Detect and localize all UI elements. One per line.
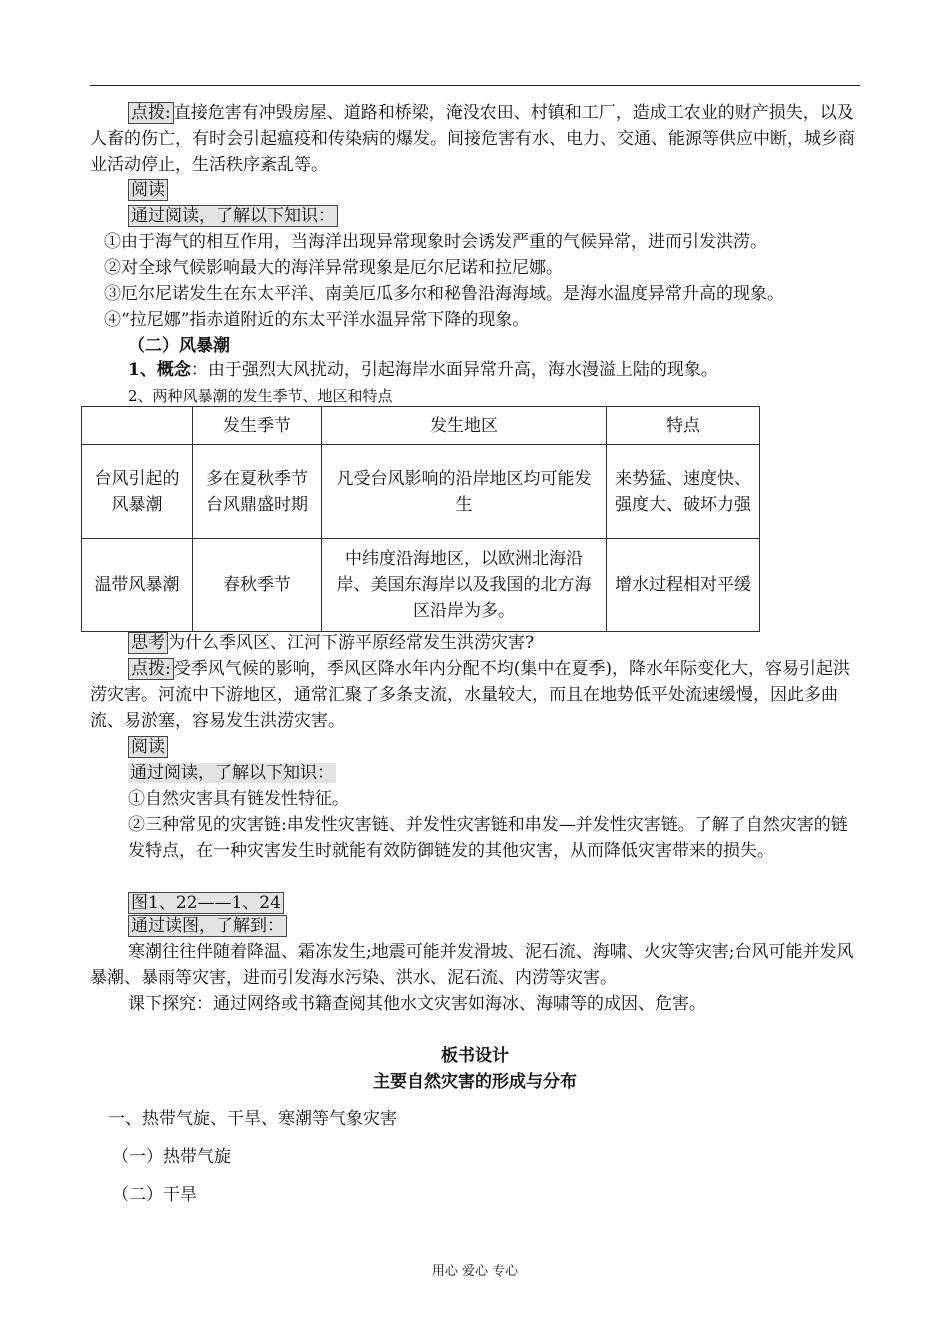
section-title: （二）风暴潮 xyxy=(128,336,230,356)
table-cell: 台风引起的风暴潮 xyxy=(82,445,193,539)
think-text: 为什么季风区、江河下游平原经常发生洪涝灾害? xyxy=(168,633,535,653)
read-sub-1 xyxy=(128,203,338,229)
figure-text: 寒潮往往伴随着降温、霜冻发生;地震可能并发滑坡、泥石流、海啸、火灾等灾害;台风可能并发风暴潮、暴雨等灾害，进而引发海水污染、洪水、泥石流、内涝等灾害。 xyxy=(90,942,854,988)
table-header-row xyxy=(82,407,760,445)
figure-sub-box: 通过读图，了解到： xyxy=(128,915,287,937)
concept-label: 1、概念 xyxy=(128,360,191,380)
dianbo-text: 受季风气候的影响，季风区降水年内分配不均(集中在夏季)，降水年际变化大，容易引起洪涝灾害。河流中下游地区，通常汇聚了多条支流，水量较大，而且在地势低平处流速缓慢，因此多曲流、易淤塞，容易发生洪涝灾害。 xyxy=(90,659,850,731)
read-sub-box: 通过阅读，了解以下知识： xyxy=(130,763,334,783)
table-header-cell xyxy=(82,407,193,445)
read-box: 阅读 xyxy=(128,736,168,758)
paragraph-dianbo-1 xyxy=(90,100,860,178)
read-item-3: ③厄尔尼诺发生在东太平洋、南美厄瓜多尔和秘鲁沿海海域。是海水温度异常升高的现象。 xyxy=(104,284,784,304)
table-cell: 温带风暴潮 xyxy=(82,539,193,632)
table-cell: 春秋季节 xyxy=(193,539,322,632)
table-header-cell: 发生地区 xyxy=(322,407,607,445)
page-footer: 用心 爱心 专心 xyxy=(431,1264,519,1279)
think-line xyxy=(128,630,848,656)
table-row xyxy=(82,539,760,632)
dianbo-label: 点拨: xyxy=(128,658,174,680)
read-item-1: ①由于海气的相互作用，当海洋出现异常现象时会诱发严重的气候异常，进而引发洪涝。 xyxy=(104,232,767,252)
concept-text: ：由于强烈大风扰动，引起海岸水面异常升高，海水漫溢上陆的现象。 xyxy=(190,360,718,380)
board-subtitle: 主要自然灾害的形成与分布 xyxy=(373,1072,577,1092)
outline-item-2: （一）热带气旋 xyxy=(112,1147,231,1167)
figure-box: 图1、22——1、24 xyxy=(128,892,284,914)
table-cell: 中纬度沿海地区，以欧洲北海沿岸、美国东海岸以及我国的北方海区沿岸为多。 xyxy=(322,539,607,632)
think-label: 思考 xyxy=(128,632,168,654)
table-cell: 多在夏秋季节台风鼎盛时期 xyxy=(193,445,322,539)
header-rule xyxy=(90,85,860,86)
concept-line xyxy=(128,357,848,383)
read-box: 阅读 xyxy=(128,179,168,201)
table-header-cell: 特点 xyxy=(607,407,760,445)
table-cell: 来势猛、速度快、强度大、破坏力强 xyxy=(607,445,760,539)
outline-item-3: （二）干旱 xyxy=(112,1185,197,1205)
table-row xyxy=(82,445,760,539)
read-label-1 xyxy=(128,177,168,203)
dianbo-text: 直接危害有冲毁房屋、道路和桥梁，淹没农田、村镇和工厂，造成工农业的财产损失，以及人畜的伤亡，有时会引起瘟疫和传染病的爆发。间接危害有水、电力、交通、能源等供应中断，城乡商业活动停止，生活秩序紊乱等。 xyxy=(90,103,855,175)
paragraph-dianbo-2 xyxy=(90,656,860,734)
read-sub-box: 通过阅读，了解以下知识： xyxy=(128,205,338,227)
table-caption: 2、两种风暴潮的发生季节、地区和特点 xyxy=(128,387,393,405)
storm-surge-table xyxy=(81,406,760,632)
read-sub-2 xyxy=(128,760,336,786)
read-item-2: ②对全球气候影响最大的海洋异常现象是厄尔尼诺和拉尼娜。 xyxy=(104,258,563,278)
explore-text: 课下探究：通过网络或书籍查阅其他水文灾害如海冰、海啸等的成因、危害。 xyxy=(128,994,706,1014)
dianbo-label: 点拨: xyxy=(128,102,174,124)
table-header-cell: 发生季节 xyxy=(193,407,322,445)
read-label-2 xyxy=(128,734,168,760)
table-cell: 凡受台风影响的沿岸地区均可能发生 xyxy=(322,445,607,539)
table-cell: 增水过程相对平缓 xyxy=(607,539,760,632)
outline-item-1: 一、热带气旋、干旱、寒潮等气象灾害 xyxy=(108,1109,397,1129)
read2-item-2: ②三种常见的灾害链:串发性灾害链、并发性灾害链和串发—并发性灾害链。了解了自然灾害的链发特点，在一种灾害发生时就能有效防御链发的其他灾害，从而降低灾害带来的损失。 xyxy=(128,815,848,861)
board-title: 板书设计 xyxy=(441,1046,509,1066)
read-item-4: ④“拉尼娜”指赤道附近的东太平洋水温异常下降的现象。 xyxy=(104,310,530,330)
figure-sub xyxy=(128,913,287,939)
read2-item-1: ①自然灾害具有链发性特征。 xyxy=(128,789,349,809)
